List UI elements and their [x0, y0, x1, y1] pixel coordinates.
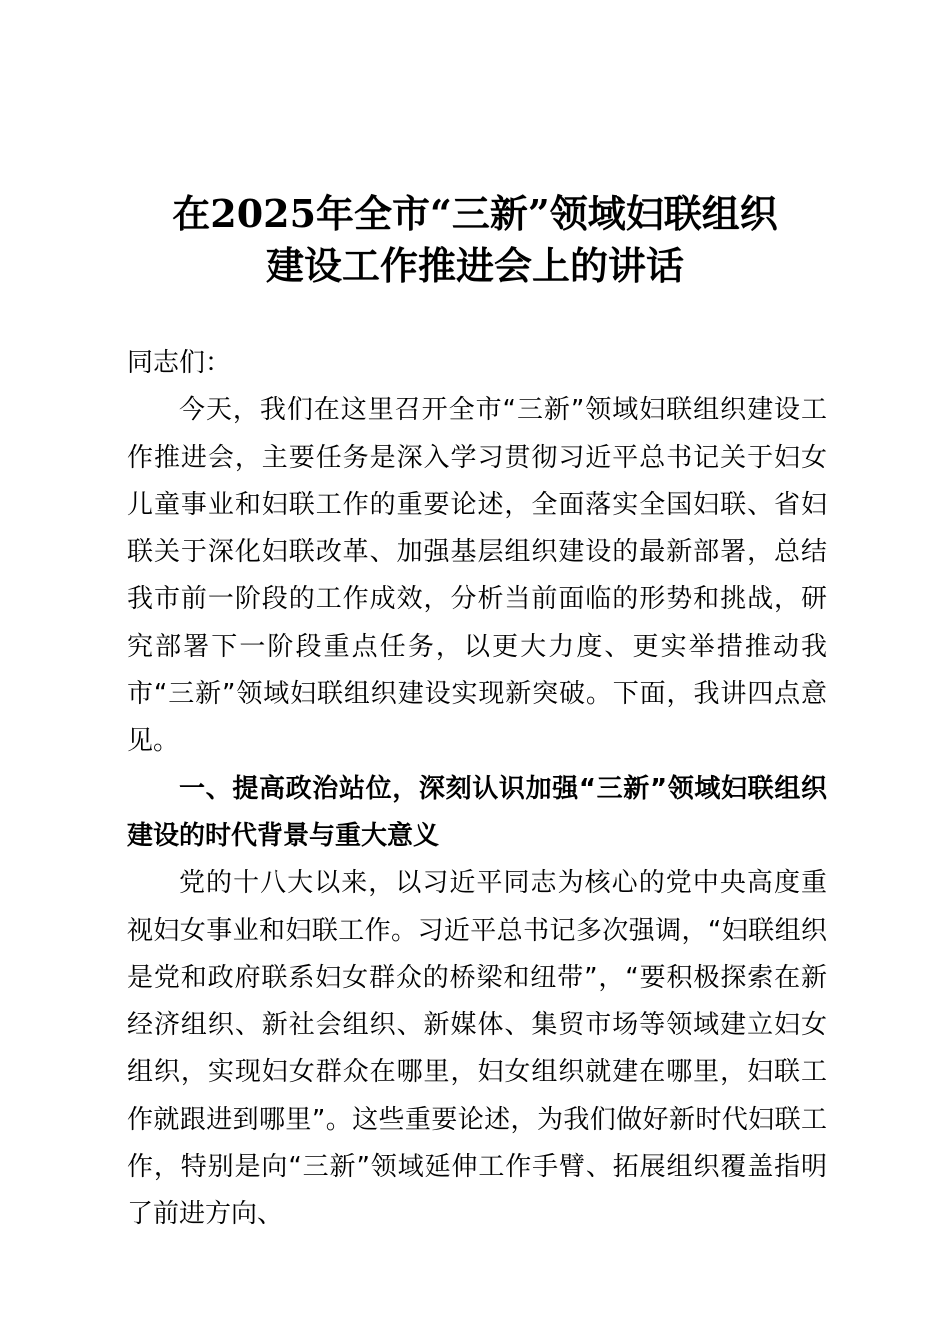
title-line-1: 在2025年全市“三新”领域妇联组织	[172, 191, 778, 236]
paragraph-section-1: 党的十八大以来，以习近平同志为核心的党中央高度重视妇女事业和妇联工作。习近平总书记多次强调，“妇联组织是党和政府联系妇女群众的桥梁和纽带”，“要积极探索在新经济组织、新社会组织、新媒体、集贸市场等领域建立妇女组织，实现妇女群众在哪里，妇女组织就建在哪里，妇联工作就跟进到哪里”。这些重要论述，为我们做好新时代妇联工作，特别是向“三新”领域延伸工作手臂、拓展组织覆盖指明了前进方向、	[127, 868, 827, 1230]
document-body	[127, 340, 827, 1239]
paragraph-intro: 今天，我们在这里召开全市“三新”领域妇联组织建设工作推进会，主要任务是深入学习贯彻习近平总书记关于妇女儿童事业和妇联工作的重要论述，全面落实全国妇联、省妇联关于深化妇联改革、加强基层组织建设的最新部署，总结我市前一阶段的工作成效，分析当前面临的形势和挑战，研究部署下一阶段重点任务，以更大力度、更实举措推动我市“三新”领域妇联组织建设实现新突破。下面，我讲四点意见。	[127, 395, 827, 757]
section-heading-1: 一、提高政治站位，深刻认识加强“三新”领域妇联组织建设的时代背景与重大意义	[127, 773, 827, 851]
greeting: 同志们：	[127, 348, 232, 378]
title-line-2: 建设工作推进会上的讲话	[265, 243, 684, 288]
document-title	[100, 188, 850, 292]
